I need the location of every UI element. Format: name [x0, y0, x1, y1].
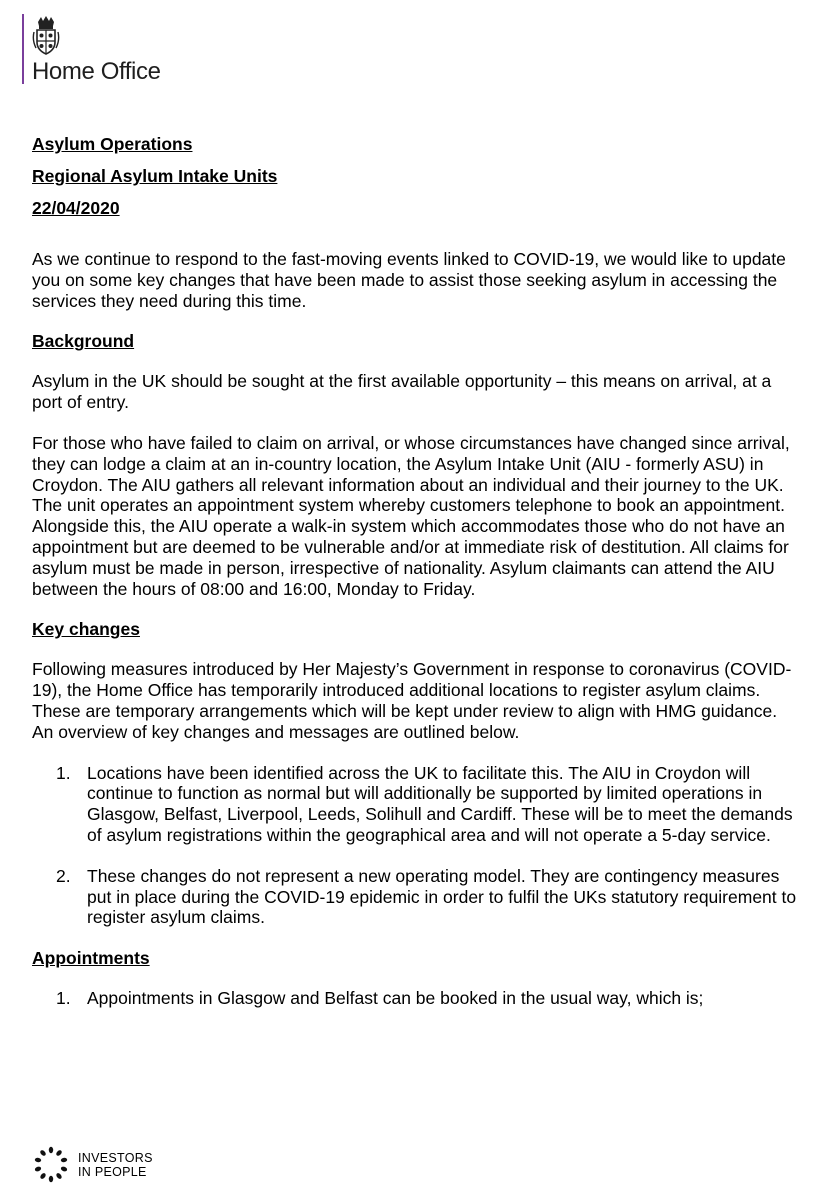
org-name: Home Office [32, 58, 161, 85]
royal-crest-icon [32, 14, 60, 58]
section-heading-background: Background [32, 331, 135, 352]
list-number: 2. [56, 865, 71, 886]
iip-line-2: IN PEOPLE [78, 1165, 147, 1179]
iip-line-1: INVESTORS [78, 1151, 153, 1165]
section-heading-appointments: Appointments [32, 948, 150, 969]
list-item [32, 866, 802, 928]
list-item-text: Appointments in Glasgow and Belfast can be booked in the usual way, which is; [87, 988, 704, 1009]
list-item [32, 763, 802, 846]
list-item-text: These changes do not represent a new operating model. They are contingency measures put in place during the COVID-19 epidemic in order to fulfil the UKs statutory requirement to register asylum claims. [87, 865, 797, 928]
background-paragraph-1: Asylum in the UK should be sought at the first available opportunity – this means on arrival, at a port of entry. [32, 371, 772, 413]
iip-wordmark [78, 1151, 153, 1179]
background-paragraph-2: For those who have failed to claim on arrival, or whose circumstances have changed since arrival, they can lodge a claim at an in-country location, the Asylum Intake Unit (AIU - formerly ASU) in Croydon. The AIU gathers all relevant information about an individual and their journey to the UK. The unit operates an appointment system whereby customers telephone to book an appointment. Alongside this, the AIU operate a walk-in system which accommodates those who do not have an appointment but are deemed to be vulnerable and/or at immediate risk of destitution. All claims for asylum must be made in person, irrespective of nationality. Asylum claimants can attend the AIU between the hours of 08:00 and 16:00, Monday to Friday. [32, 432, 790, 599]
document-date: 22/04/2020 [32, 198, 120, 218]
list-item-text: Locations have been identified across the UK to facilitate this. The AIU in Croydon will continue to function as normal but will additionally be supported by limited operations in Glasgow, Belfast, Liverpool, Leeds, Solihull and Cardiff. These will be to meet the demands of asylum registrations within the geographical area and will not operate a 5-day service. [87, 762, 793, 845]
document-body [32, 134, 802, 1029]
document-subtitle: Regional Asylum Intake Units [32, 166, 278, 186]
document-title: Asylum Operations [32, 134, 193, 154]
list-item [32, 988, 802, 1009]
brand-accent-bar [22, 14, 24, 84]
laurel-wreath-icon [32, 1146, 70, 1184]
intro-paragraph: As we continue to respond to the fast-moving events linked to COVID-19, we would like to update you on some key changes that have been made to assist those seeking asylum in accessing the services they need during this time. [32, 249, 786, 311]
investors-in-people-logo [32, 1146, 153, 1184]
section-heading-key-changes: Key changes [32, 619, 140, 640]
list-number: 1. [56, 988, 71, 1009]
appointments-list [32, 988, 802, 1009]
key-changes-list [32, 763, 802, 929]
key-changes-paragraph: Following measures introduced by Her Majesty’s Government in response to coronavirus (COVID-19), the Home Office has temporarily introduced additional locations to register asylum claims. These are temporary arrangements which will be kept under review to align with HMG guidance. An overview of key changes and messages are outlined below. [32, 659, 792, 742]
list-number: 1. [56, 762, 71, 783]
